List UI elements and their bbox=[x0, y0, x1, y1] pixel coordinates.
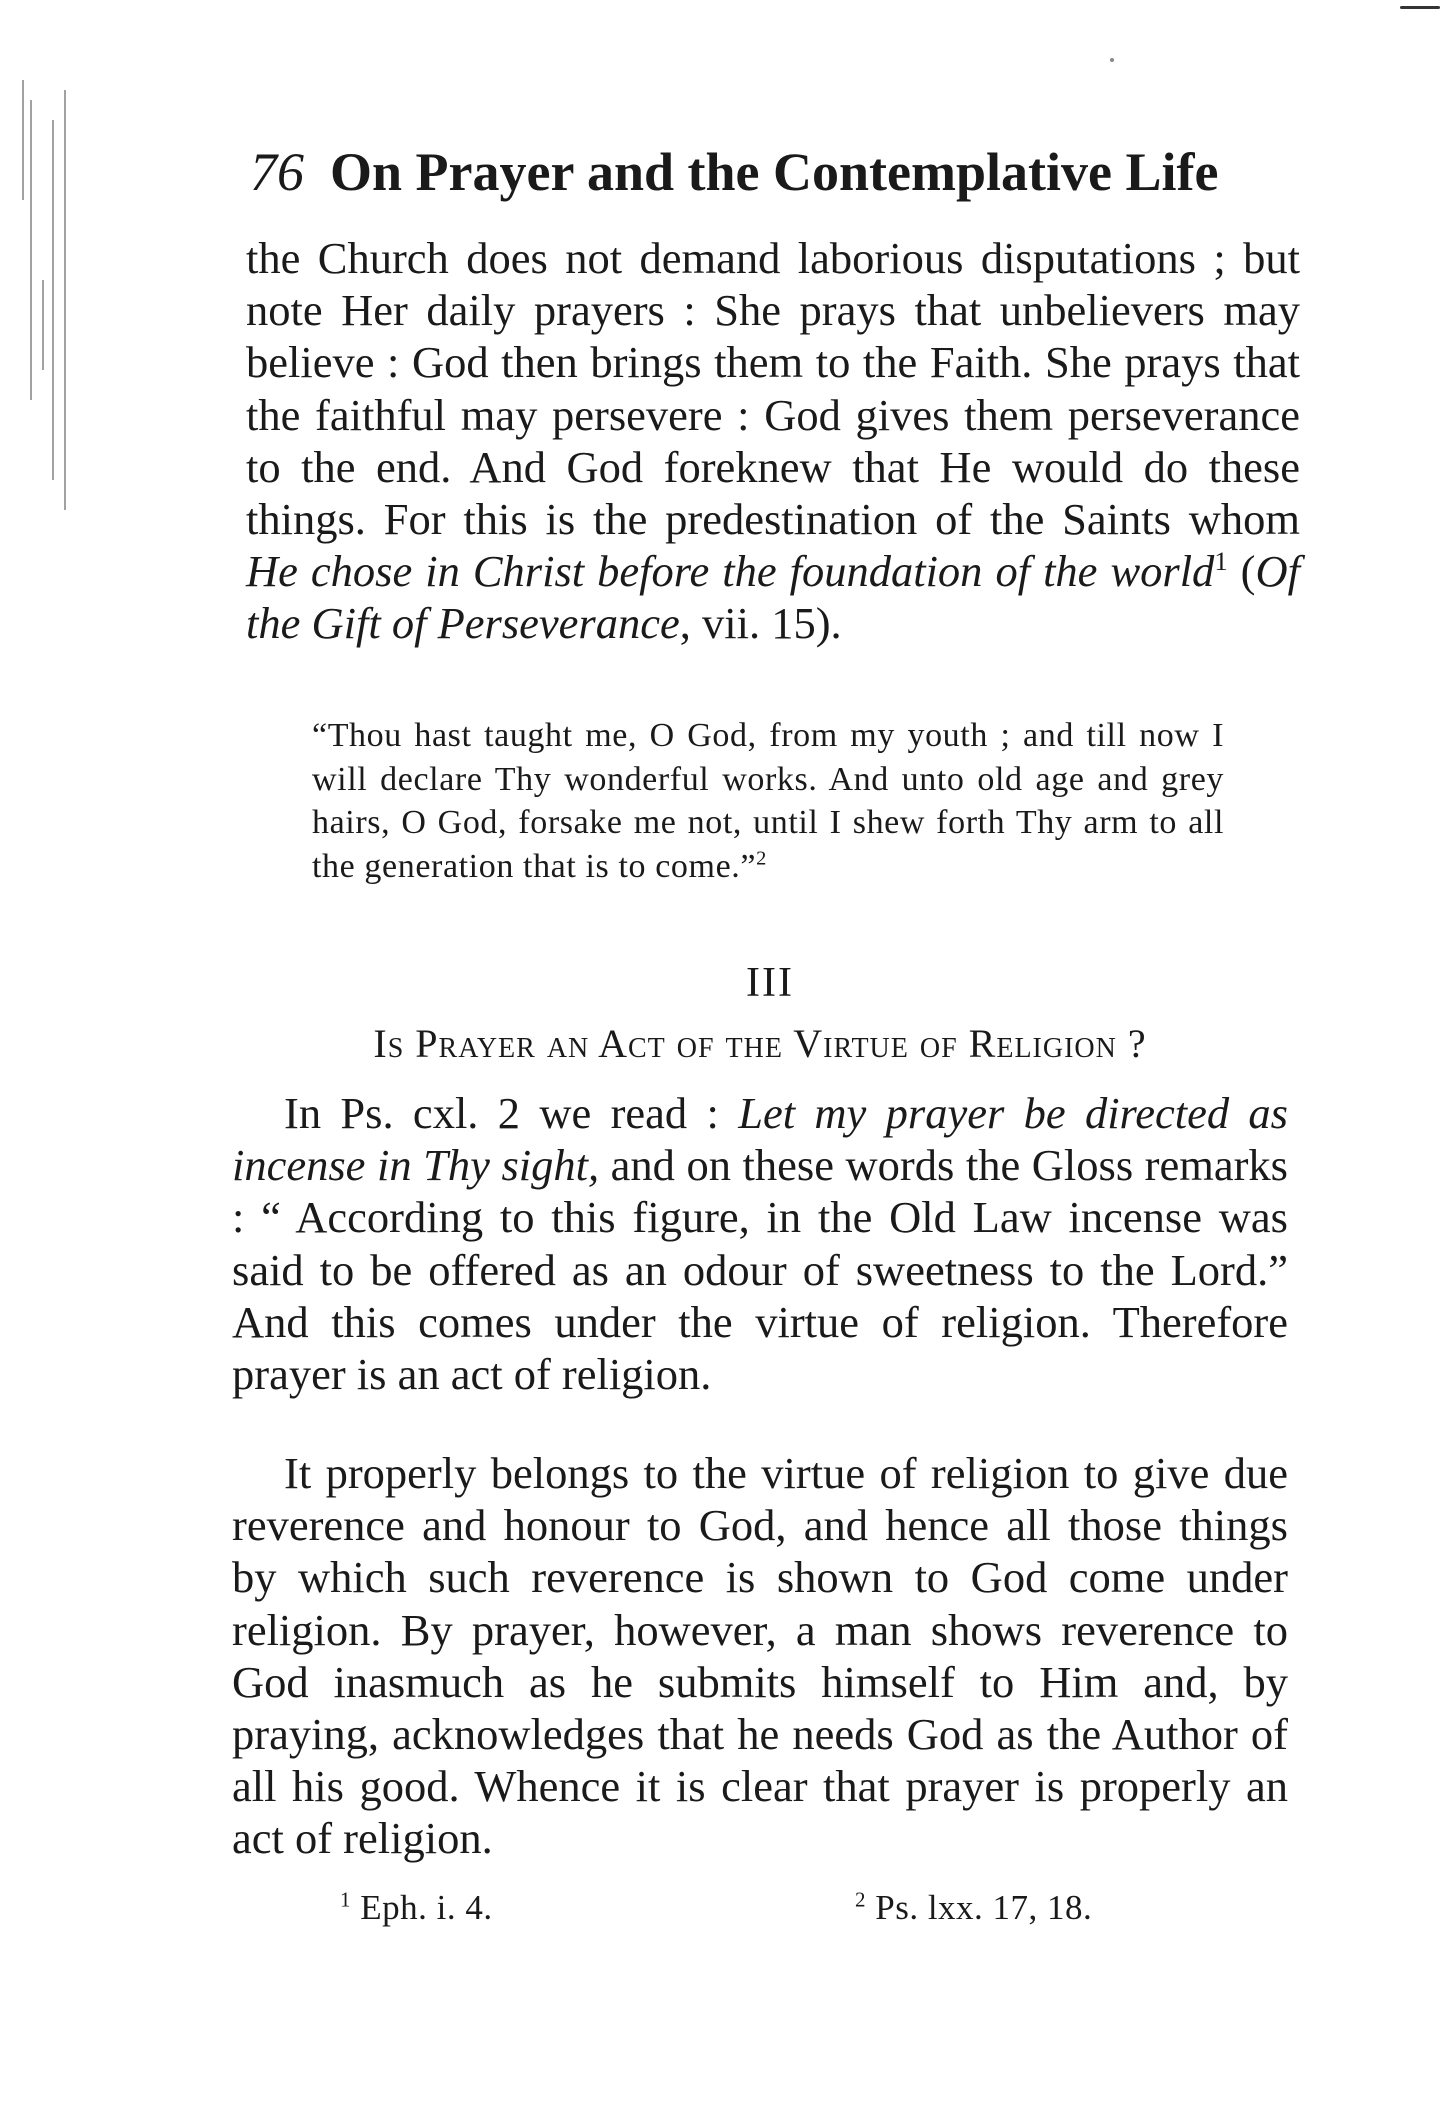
paragraph-2-text: In Ps. cxl. 2 we read : bbox=[284, 1088, 739, 1138]
section-title: Is Prayer an Act of the Virtue of Religion ? bbox=[373, 1021, 1147, 1066]
paragraph-1-text: the Church does not demand laborious disputations ; but note Her daily prayers : She prays that unbelievers may believe : God then brings them to the Faith. She prays that the faithful may persevere : God gives them perseverance to the end. And God foreknew that He would do these things. For this is the predestination of the Saints whom bbox=[246, 233, 1300, 545]
psalm-quote bbox=[312, 714, 1224, 888]
paragraph-1-text-2: ( bbox=[1227, 546, 1256, 597]
paragraph-1-italic-quote: He chose in Christ before the foundation of the world bbox=[246, 546, 1215, 597]
page-header bbox=[250, 140, 1310, 204]
footnote-ref-2: 2 bbox=[756, 847, 767, 870]
footnote-2 bbox=[855, 1885, 1092, 1931]
scan-speck bbox=[1110, 58, 1114, 62]
page-number: 76 bbox=[250, 142, 304, 202]
paragraph-1 bbox=[246, 232, 1300, 650]
section-number: III bbox=[746, 960, 794, 1006]
paragraph-2 bbox=[232, 1087, 1288, 1400]
scan-margin-marks bbox=[18, 80, 68, 510]
footnote-2-text: Ps. lxx. 17, 18. bbox=[875, 1888, 1093, 1927]
footnote-2-marker: 2 bbox=[855, 1887, 866, 1912]
running-title: On Prayer and the Contemplative Life bbox=[330, 142, 1219, 202]
footnote-1-marker: 1 bbox=[340, 1887, 351, 1912]
paragraph-2-text-2: and on these words the Gloss remarks : “ According to this figure, in the Old Law incense was said to be offered as an odour of sweetness to the Lord.” And this comes under the virtue of religion. Therefore prayer is an act of religion. bbox=[232, 1140, 1289, 1400]
footnote-ref-1: 1 bbox=[1214, 546, 1228, 577]
footnote-1-text: Eph. i. 4. bbox=[360, 1888, 493, 1927]
footnote-1 bbox=[340, 1885, 493, 1931]
paragraph-1-citation-title: Of the Gift of Perseverance bbox=[246, 546, 1300, 649]
paragraph-1-text-3: , vii. 15). bbox=[679, 598, 842, 649]
paragraph-2-italic-quote: Let my prayer be directed as incense in Thy sight, bbox=[232, 1088, 1289, 1191]
psalm-quote-text: “Thou hast taught me, O God, from my youth ; and till now I will declare Thy wonderful works. And unto old age and grey hairs, O God, forsake me not, until I shew forth Thy arm to all the generation that is to come.” bbox=[312, 717, 1224, 885]
scan-speck bbox=[1400, 6, 1440, 9]
paragraph-3: It properly belongs to the virtue of religion to give due reverence and honour to God, and hence all those things by which such reverence is shown to God come under religion. By prayer, however, a man shows reverence to God inasmuch as he submits himself to Him and, by praying, acknowledges that he needs God as the Author of all his good. Whence it is clear that prayer is properly an act of religion. bbox=[232, 1448, 1288, 1864]
